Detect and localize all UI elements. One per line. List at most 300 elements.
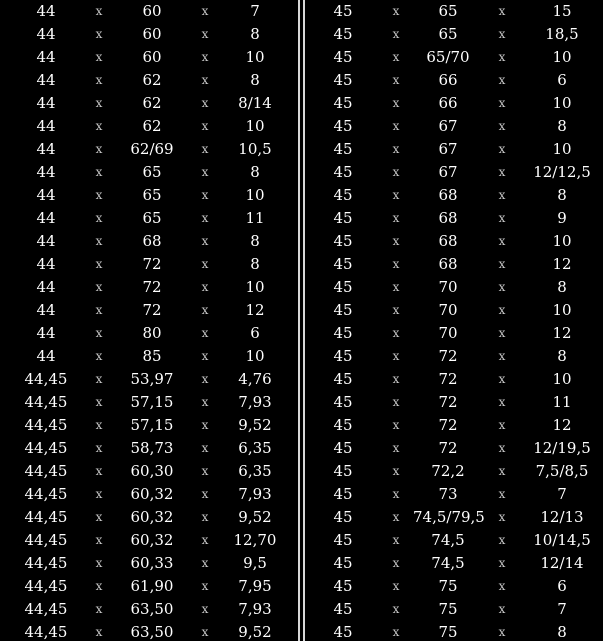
width-cell: 7 [557, 600, 567, 618]
width-cell: 15 [552, 2, 572, 20]
times-separator: x [201, 50, 209, 64]
width-cell: 12 [245, 301, 265, 319]
table-row [0, 69, 298, 92]
table-row [0, 437, 298, 460]
width-cell: 12 [552, 324, 572, 342]
width-cell: 18,5 [545, 25, 579, 43]
outer-diameter-cell: 62 [142, 117, 162, 135]
table-row [307, 552, 603, 575]
width-cell: 10 [245, 347, 265, 365]
inner-diameter-cell: 44 [36, 278, 56, 296]
times-separator: x [95, 142, 103, 156]
inner-diameter-cell: 45 [333, 117, 353, 135]
width-cell: 11 [552, 393, 572, 411]
width-cell: 8 [557, 278, 567, 296]
outer-diameter-cell: 68 [438, 232, 458, 250]
inner-diameter-cell: 44 [36, 232, 56, 250]
table-row [307, 621, 603, 641]
table-row [307, 598, 603, 621]
inner-diameter-cell: 45 [333, 71, 353, 89]
times-separator: x [392, 142, 400, 156]
times-separator: x [392, 487, 400, 501]
times-separator: x [95, 395, 103, 409]
times-separator: x [392, 211, 400, 225]
table-row [0, 345, 298, 368]
table-row [0, 575, 298, 598]
table-row [307, 322, 603, 345]
width-cell: 6,35 [238, 462, 272, 480]
table-row [0, 391, 298, 414]
inner-diameter-cell: 44,45 [24, 439, 68, 457]
times-separator: x [95, 234, 103, 248]
times-separator: x [498, 211, 506, 225]
times-separator: x [201, 326, 209, 340]
times-separator: x [498, 602, 506, 616]
outer-diameter-cell: 72 [142, 278, 162, 296]
inner-diameter-cell: 44,45 [24, 623, 68, 641]
width-cell: 9,52 [238, 416, 272, 434]
inner-diameter-cell: 45 [333, 278, 353, 296]
left-size-table [0, 0, 298, 641]
times-separator: x [201, 165, 209, 179]
width-cell: 8 [557, 623, 567, 641]
inner-diameter-cell: 45 [333, 163, 353, 181]
table-row [0, 253, 298, 276]
times-separator: x [392, 303, 400, 317]
outer-diameter-cell: 72 [438, 393, 458, 411]
times-separator: x [201, 395, 209, 409]
times-separator: x [201, 349, 209, 363]
width-cell: 10 [245, 278, 265, 296]
times-separator: x [498, 533, 506, 547]
left-size-table-body [0, 0, 298, 641]
width-cell: 6 [557, 577, 567, 595]
outer-diameter-cell: 63,50 [130, 623, 174, 641]
times-separator: x [498, 349, 506, 363]
table-row [0, 506, 298, 529]
outer-diameter-cell: 63,50 [130, 600, 174, 618]
times-separator: x [201, 27, 209, 41]
outer-diameter-cell: 61,90 [130, 577, 174, 595]
times-separator: x [392, 372, 400, 386]
outer-diameter-cell: 80 [142, 324, 162, 342]
times-separator: x [201, 4, 209, 18]
outer-diameter-cell: 67 [438, 140, 458, 158]
table-row [0, 276, 298, 299]
table-row [307, 460, 603, 483]
times-separator: x [498, 556, 506, 570]
table-row [307, 414, 603, 437]
times-separator: x [498, 464, 506, 478]
table-row [307, 184, 603, 207]
inner-diameter-cell: 44 [36, 347, 56, 365]
times-separator: x [498, 441, 506, 455]
inner-diameter-cell: 45 [333, 485, 353, 503]
inner-diameter-cell: 45 [333, 25, 353, 43]
outer-diameter-cell: 72 [438, 347, 458, 365]
right-size-table-body [307, 0, 603, 641]
inner-diameter-cell: 44,45 [24, 485, 68, 503]
inner-diameter-cell: 45 [333, 255, 353, 273]
times-separator: x [95, 4, 103, 18]
inner-diameter-cell: 45 [333, 462, 353, 480]
width-cell: 6 [557, 71, 567, 89]
width-cell: 10 [245, 117, 265, 135]
outer-diameter-cell: 62/69 [130, 140, 174, 158]
outer-diameter-cell: 68 [438, 186, 458, 204]
times-separator: x [95, 326, 103, 340]
width-cell: 4,76 [238, 370, 272, 388]
times-separator: x [498, 326, 506, 340]
width-cell: 10 [552, 232, 572, 250]
table-row [307, 0, 603, 23]
outer-diameter-cell: 58,73 [130, 439, 174, 457]
times-separator: x [95, 165, 103, 179]
times-separator: x [392, 27, 400, 41]
outer-diameter-cell: 65 [142, 186, 162, 204]
table-row [307, 69, 603, 92]
times-separator: x [95, 556, 103, 570]
width-cell: 10,5 [238, 140, 272, 158]
table-row [0, 161, 298, 184]
inner-diameter-cell: 45 [333, 393, 353, 411]
table-row [0, 368, 298, 391]
table-row [307, 483, 603, 506]
times-separator: x [201, 625, 209, 639]
width-cell: 7,93 [238, 600, 272, 618]
times-separator: x [95, 625, 103, 639]
width-cell: 12,70 [233, 531, 277, 549]
table-row [0, 529, 298, 552]
inner-diameter-cell: 45 [333, 600, 353, 618]
times-separator: x [498, 257, 506, 271]
table-row [307, 276, 603, 299]
times-separator: x [201, 257, 209, 271]
times-separator: x [392, 96, 400, 110]
right-size-table [307, 0, 603, 641]
outer-diameter-cell: 53,97 [130, 370, 174, 388]
times-separator: x [201, 556, 209, 570]
inner-diameter-cell: 44 [36, 25, 56, 43]
width-cell: 7 [250, 2, 260, 20]
table-row [307, 115, 603, 138]
table-row [0, 552, 298, 575]
times-separator: x [95, 50, 103, 64]
width-cell: 12/12,5 [533, 163, 591, 181]
table-row [0, 207, 298, 230]
outer-diameter-cell: 68 [142, 232, 162, 250]
inner-diameter-cell: 45 [333, 48, 353, 66]
outer-diameter-cell: 60,30 [130, 462, 174, 480]
width-cell: 12/14 [540, 554, 584, 572]
times-separator: x [498, 50, 506, 64]
outer-diameter-cell: 75 [438, 577, 458, 595]
times-separator: x [95, 73, 103, 87]
table-row [0, 184, 298, 207]
width-cell: 8 [250, 71, 260, 89]
outer-diameter-cell: 72 [142, 255, 162, 273]
times-separator: x [95, 280, 103, 294]
times-separator: x [95, 510, 103, 524]
times-separator: x [201, 142, 209, 156]
inner-diameter-cell: 44 [36, 2, 56, 20]
times-separator: x [498, 96, 506, 110]
width-cell: 9 [557, 209, 567, 227]
times-separator: x [95, 119, 103, 133]
times-separator: x [201, 441, 209, 455]
inner-diameter-cell: 45 [333, 531, 353, 549]
inner-diameter-cell: 44,45 [24, 508, 68, 526]
table-row [307, 529, 603, 552]
table-row [0, 299, 298, 322]
outer-diameter-cell: 66 [438, 71, 458, 89]
inner-diameter-cell: 45 [333, 186, 353, 204]
times-separator: x [392, 349, 400, 363]
times-separator: x [95, 96, 103, 110]
width-cell: 8 [250, 255, 260, 273]
times-separator: x [95, 487, 103, 501]
table-row [307, 391, 603, 414]
width-cell: 10 [552, 94, 572, 112]
outer-diameter-cell: 62 [142, 94, 162, 112]
times-separator: x [392, 395, 400, 409]
times-separator: x [392, 625, 400, 639]
outer-diameter-cell: 57,15 [130, 393, 174, 411]
times-separator: x [392, 510, 400, 524]
width-cell: 6,35 [238, 439, 272, 457]
inner-diameter-cell: 44 [36, 94, 56, 112]
times-separator: x [95, 27, 103, 41]
table-row [0, 460, 298, 483]
table-row [307, 253, 603, 276]
times-separator: x [201, 280, 209, 294]
times-separator: x [498, 372, 506, 386]
width-cell: 10 [552, 140, 572, 158]
table-row [307, 368, 603, 391]
outer-diameter-cell: 60 [142, 25, 162, 43]
width-cell: 11 [245, 209, 265, 227]
width-cell: 10 [245, 186, 265, 204]
width-cell: 12 [552, 416, 572, 434]
width-cell: 8 [557, 347, 567, 365]
outer-diameter-cell: 65 [438, 25, 458, 43]
times-separator: x [392, 50, 400, 64]
width-cell: 9,52 [238, 508, 272, 526]
times-separator: x [95, 188, 103, 202]
inner-diameter-cell: 44,45 [24, 370, 68, 388]
outer-diameter-cell: 72 [438, 370, 458, 388]
times-separator: x [392, 556, 400, 570]
times-separator: x [95, 372, 103, 386]
inner-diameter-cell: 44 [36, 209, 56, 227]
times-separator: x [498, 73, 506, 87]
inner-diameter-cell: 44,45 [24, 462, 68, 480]
inner-diameter-cell: 44 [36, 117, 56, 135]
width-cell: 8 [250, 232, 260, 250]
outer-diameter-cell: 60,32 [130, 508, 174, 526]
outer-diameter-cell: 62 [142, 71, 162, 89]
times-separator: x [392, 326, 400, 340]
times-separator: x [201, 418, 209, 432]
inner-diameter-cell: 45 [333, 577, 353, 595]
times-separator: x [201, 372, 209, 386]
width-cell: 8 [250, 163, 260, 181]
width-cell: 10 [245, 48, 265, 66]
times-separator: x [498, 142, 506, 156]
inner-diameter-cell: 44 [36, 48, 56, 66]
table-row [307, 92, 603, 115]
times-separator: x [498, 395, 506, 409]
outer-diameter-cell: 75 [438, 600, 458, 618]
outer-diameter-cell: 72 [438, 439, 458, 457]
outer-diameter-cell: 65/70 [426, 48, 470, 66]
width-cell: 7 [557, 485, 567, 503]
times-separator: x [392, 602, 400, 616]
inner-diameter-cell: 44 [36, 186, 56, 204]
outer-diameter-cell: 74,5 [431, 554, 465, 572]
inner-diameter-cell: 44,45 [24, 554, 68, 572]
inner-diameter-cell: 45 [333, 94, 353, 112]
times-separator: x [201, 188, 209, 202]
outer-diameter-cell: 60,32 [130, 485, 174, 503]
width-cell: 7,95 [238, 577, 272, 595]
table-row [0, 0, 298, 23]
times-separator: x [498, 280, 506, 294]
inner-diameter-cell: 45 [333, 370, 353, 388]
times-separator: x [392, 464, 400, 478]
outer-diameter-cell: 65 [142, 163, 162, 181]
width-cell: 7,93 [238, 393, 272, 411]
outer-diameter-cell: 65 [438, 2, 458, 20]
outer-diameter-cell: 60,32 [130, 531, 174, 549]
table-row [307, 230, 603, 253]
inner-diameter-cell: 45 [333, 140, 353, 158]
inner-diameter-cell: 45 [333, 324, 353, 342]
column-divider-right-line [303, 0, 305, 641]
times-separator: x [201, 303, 209, 317]
times-separator: x [95, 533, 103, 547]
times-separator: x [95, 303, 103, 317]
outer-diameter-cell: 70 [438, 278, 458, 296]
times-separator: x [392, 579, 400, 593]
table-row [307, 345, 603, 368]
times-separator: x [392, 441, 400, 455]
outer-diameter-cell: 73 [438, 485, 458, 503]
times-separator: x [392, 73, 400, 87]
table-row [0, 46, 298, 69]
inner-diameter-cell: 44 [36, 255, 56, 273]
times-separator: x [392, 119, 400, 133]
times-separator: x [201, 234, 209, 248]
inner-diameter-cell: 44,45 [24, 416, 68, 434]
table-row [0, 414, 298, 437]
times-separator: x [498, 625, 506, 639]
times-separator: x [498, 418, 506, 432]
inner-diameter-cell: 44 [36, 140, 56, 158]
outer-diameter-cell: 68 [438, 255, 458, 273]
table-row [0, 483, 298, 506]
width-cell: 9,5 [243, 554, 267, 572]
table-row [0, 138, 298, 161]
times-separator: x [201, 211, 209, 225]
times-separator: x [95, 257, 103, 271]
table-row [0, 322, 298, 345]
times-separator: x [201, 579, 209, 593]
times-separator: x [392, 188, 400, 202]
outer-diameter-cell: 72,2 [431, 462, 465, 480]
times-separator: x [498, 510, 506, 524]
inner-diameter-cell: 44,45 [24, 393, 68, 411]
inner-diameter-cell: 45 [333, 439, 353, 457]
outer-diameter-cell: 72 [142, 301, 162, 319]
inner-diameter-cell: 45 [333, 2, 353, 20]
outer-diameter-cell: 70 [438, 301, 458, 319]
times-separator: x [201, 464, 209, 478]
times-separator: x [95, 464, 103, 478]
width-cell: 8 [250, 25, 260, 43]
outer-diameter-cell: 68 [438, 209, 458, 227]
outer-diameter-cell: 57,15 [130, 416, 174, 434]
width-cell: 10 [552, 48, 572, 66]
table-row [307, 161, 603, 184]
table-row [307, 23, 603, 46]
times-separator: x [201, 73, 209, 87]
table-row [0, 115, 298, 138]
times-separator: x [95, 602, 103, 616]
times-separator: x [201, 119, 209, 133]
times-separator: x [392, 280, 400, 294]
inner-diameter-cell: 44,45 [24, 600, 68, 618]
table-row [0, 598, 298, 621]
times-separator: x [498, 165, 506, 179]
times-separator: x [392, 234, 400, 248]
table-row [307, 46, 603, 69]
width-cell: 8 [557, 186, 567, 204]
table-row [0, 230, 298, 253]
outer-diameter-cell: 67 [438, 117, 458, 135]
inner-diameter-cell: 45 [333, 508, 353, 526]
table-row [0, 23, 298, 46]
inner-diameter-cell: 45 [333, 209, 353, 227]
times-separator: x [392, 165, 400, 179]
right-size-table-panel [307, 0, 603, 641]
outer-diameter-cell: 70 [438, 324, 458, 342]
column-divider-left-line [298, 0, 300, 641]
outer-diameter-cell: 75 [438, 623, 458, 641]
table-row [307, 506, 603, 529]
width-cell: 8 [557, 117, 567, 135]
times-separator: x [95, 441, 103, 455]
times-separator: x [498, 188, 506, 202]
outer-diameter-cell: 74,5/79,5 [413, 508, 485, 526]
times-separator: x [95, 349, 103, 363]
inner-diameter-cell: 44,45 [24, 531, 68, 549]
width-cell: 7,93 [238, 485, 272, 503]
width-cell: 10/14,5 [533, 531, 591, 549]
table-row [0, 92, 298, 115]
outer-diameter-cell: 66 [438, 94, 458, 112]
times-separator: x [95, 211, 103, 225]
inner-diameter-cell: 45 [333, 554, 353, 572]
table-row [307, 575, 603, 598]
table-row [0, 621, 298, 641]
times-separator: x [392, 4, 400, 18]
times-separator: x [392, 418, 400, 432]
times-separator: x [201, 487, 209, 501]
width-cell: 6 [250, 324, 260, 342]
times-separator: x [95, 418, 103, 432]
outer-diameter-cell: 72 [438, 416, 458, 434]
